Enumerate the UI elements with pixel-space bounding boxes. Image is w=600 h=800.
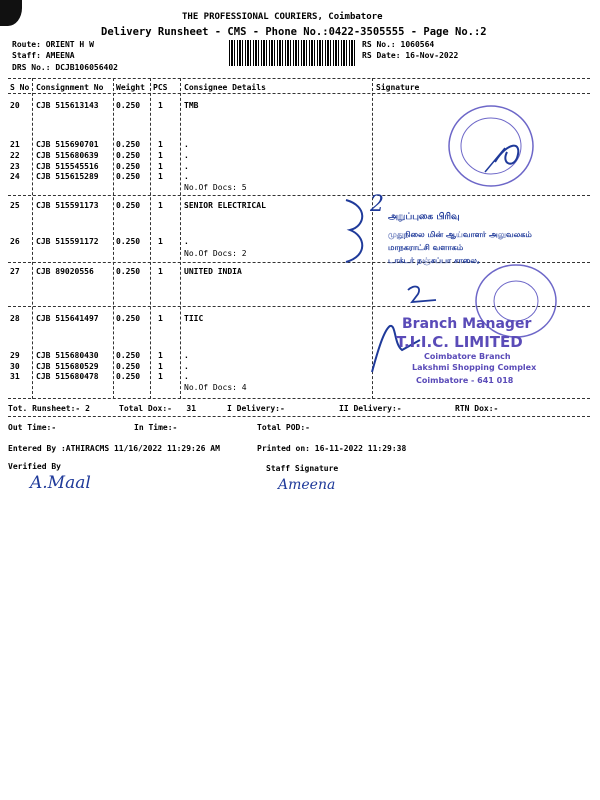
row-weight: 0.250	[116, 172, 141, 181]
row-consignment: CJB 515545516	[36, 162, 99, 171]
row-sno: 20	[10, 101, 20, 110]
entered-by: Entered By :ATHIRACMS 11/16/2022 11:29:26 AM	[8, 444, 220, 453]
row-consignment: CJB 515680639	[36, 151, 99, 160]
row-weight: 0.250	[116, 314, 141, 323]
staff-label: Staff: AMEENA	[12, 51, 75, 60]
row-pcs: 1	[158, 372, 163, 381]
column-divider	[113, 78, 114, 399]
i-delivery: I Delivery:-	[227, 404, 285, 413]
row-consignment: CJB 515641497	[36, 314, 99, 323]
round-stamp-icon	[445, 102, 537, 190]
barcode	[229, 40, 355, 66]
row-pcs: 1	[158, 351, 163, 360]
column-header-consignment: Consignment No	[36, 83, 104, 92]
row-pcs: 1	[158, 140, 163, 149]
drs-number: DRS No.: DCJB106056402	[12, 63, 118, 72]
handwritten-mark-2: 2	[370, 192, 384, 217]
column-header-consignee: Consignee Details	[184, 83, 266, 92]
round-stamp-tmb	[445, 102, 537, 190]
column-header-signature: Signature	[376, 83, 420, 92]
row-consignee: TMB	[184, 101, 199, 110]
row-consignment: CJB 89020556	[36, 267, 94, 276]
docs-count: No.Of Docs: 2	[184, 249, 247, 258]
ii-delivery: II Delivery:-	[339, 404, 402, 413]
total-runsheet: Tot. Runsheet:- 2	[8, 404, 90, 413]
rs-date: RS Date: 16-Nov-2022	[362, 51, 459, 60]
column-divider	[32, 78, 33, 399]
row-consignee: .	[184, 172, 189, 181]
bracket-scribble-icon	[342, 196, 372, 266]
row-consignee: .	[184, 140, 189, 149]
column-header-pcs: PCS	[153, 83, 168, 92]
row-sno: 24	[10, 172, 20, 181]
column-header-divider	[8, 93, 590, 94]
row-consignee: UNITED INDIA	[184, 267, 242, 276]
totals-divider	[8, 416, 590, 417]
docs-count: No.Of Docs: 5	[184, 183, 247, 192]
row-weight: 0.250	[116, 140, 141, 149]
column-divider	[180, 78, 181, 399]
row-consignee: SENIOR ELECTRICAL	[184, 201, 266, 210]
stamp-line: T.I.I.C. LIMITED	[396, 333, 523, 351]
rtn-dox: RTN Dox:-	[455, 404, 499, 413]
checkmark-icon	[404, 280, 440, 310]
group-divider	[8, 195, 590, 196]
row-sno: 30	[10, 362, 20, 371]
row-sno: 28	[10, 314, 20, 323]
row-consignee: TIIC	[184, 314, 204, 323]
row-sno: 31	[10, 372, 20, 381]
stamp-line: மாநகராட்சி வளாகம்	[388, 243, 464, 252]
in-time: In Time:-	[134, 423, 178, 432]
row-consignee: .	[184, 237, 189, 246]
verified-by-label: Verified By	[8, 462, 61, 471]
staff-signature-label: Staff Signature	[266, 464, 339, 473]
row-consignment: CJB 515615289	[36, 172, 99, 181]
row-weight: 0.250	[116, 237, 141, 246]
row-sno: 21	[10, 140, 20, 149]
row-weight: 0.250	[116, 351, 141, 360]
row-consignment: CJB 515690701	[36, 140, 99, 149]
row-consignee: .	[184, 372, 189, 381]
row-pcs: 1	[158, 237, 163, 246]
row-pcs: 1	[158, 172, 163, 181]
row-consignment: CJB 515591172	[36, 237, 99, 246]
verified-signature: A.Maal	[30, 473, 91, 493]
row-consignee: .	[184, 151, 189, 160]
stamp-line: Lakshmi Shopping Complex	[412, 363, 537, 372]
route-label: Route: ORIENT H W	[12, 40, 94, 49]
row-pcs: 1	[158, 267, 163, 276]
table-bottom-divider	[8, 398, 590, 399]
row-pcs: 1	[158, 201, 163, 210]
row-weight: 0.250	[116, 101, 141, 110]
row-weight: 0.250	[116, 151, 141, 160]
row-consignee: .	[184, 162, 189, 171]
row-consignment: CJB 515680529	[36, 362, 99, 371]
checkmark-scribble	[404, 280, 440, 314]
row-consignment: CJB 515613143	[36, 101, 99, 110]
row-pcs: 1	[158, 362, 163, 371]
stamp-line: Branch Manager	[402, 316, 532, 332]
bracket-scribble	[342, 196, 372, 270]
total-dox: Total Dox:- 31	[119, 404, 197, 413]
row-sno: 26	[10, 237, 20, 246]
row-weight: 0.250	[116, 201, 141, 210]
column-divider	[150, 78, 151, 399]
printed-on: Printed on: 16-11-2022 11:29:38	[257, 444, 407, 453]
column-header-weight: Weight	[116, 83, 145, 92]
column-header-sno: S No	[10, 83, 30, 92]
row-consignment: CJB 515680478	[36, 372, 99, 381]
row-consignment: CJB 515680430	[36, 351, 99, 360]
docs-count: No.Of Docs: 4	[184, 383, 247, 392]
row-consignment: CJB 515591173	[36, 201, 99, 210]
out-time: Out Time:-	[8, 423, 57, 432]
row-pcs: 1	[158, 151, 163, 160]
stamp-line: அறுப்புகை பிரிவு	[388, 212, 460, 222]
row-sno: 29	[10, 351, 20, 360]
row-consignee: .	[184, 351, 189, 360]
company-title: THE PROFESSIONAL COURIERS, Coimbatore	[182, 12, 383, 22]
row-pcs: 1	[158, 101, 163, 110]
row-sno: 23	[10, 162, 20, 171]
row-weight: 0.250	[116, 362, 141, 371]
row-pcs: 1	[158, 162, 163, 171]
row-sno: 22	[10, 151, 20, 160]
row-weight: 0.250	[116, 162, 141, 171]
row-pcs: 1	[158, 314, 163, 323]
stamp-line: Coimbatore Branch	[424, 352, 511, 361]
rs-number: RS No.: 1060564	[362, 40, 435, 49]
row-weight: 0.250	[116, 372, 141, 381]
runsheet-title: Delivery Runsheet - CMS - Phone No.:0422-3505555 - Page No.:2	[101, 26, 487, 38]
stamp-line: டாக்டர் நஞ்சப்பா சாலை,	[388, 256, 480, 265]
header-divider	[8, 78, 590, 79]
total-pod: Total POD:-	[257, 423, 310, 432]
stamp-line: Coimbatore - 641 018	[416, 376, 514, 385]
stamp-line: முதுநிலை மின் ஆய்வாளர் அலுவலகம்	[388, 230, 532, 239]
scan-corner-mark	[0, 0, 22, 26]
row-consignee: .	[184, 362, 189, 371]
staff-signature: Ameena	[278, 477, 336, 493]
row-weight: 0.250	[116, 267, 141, 276]
row-sno: 25	[10, 201, 20, 210]
row-sno: 27	[10, 267, 20, 276]
